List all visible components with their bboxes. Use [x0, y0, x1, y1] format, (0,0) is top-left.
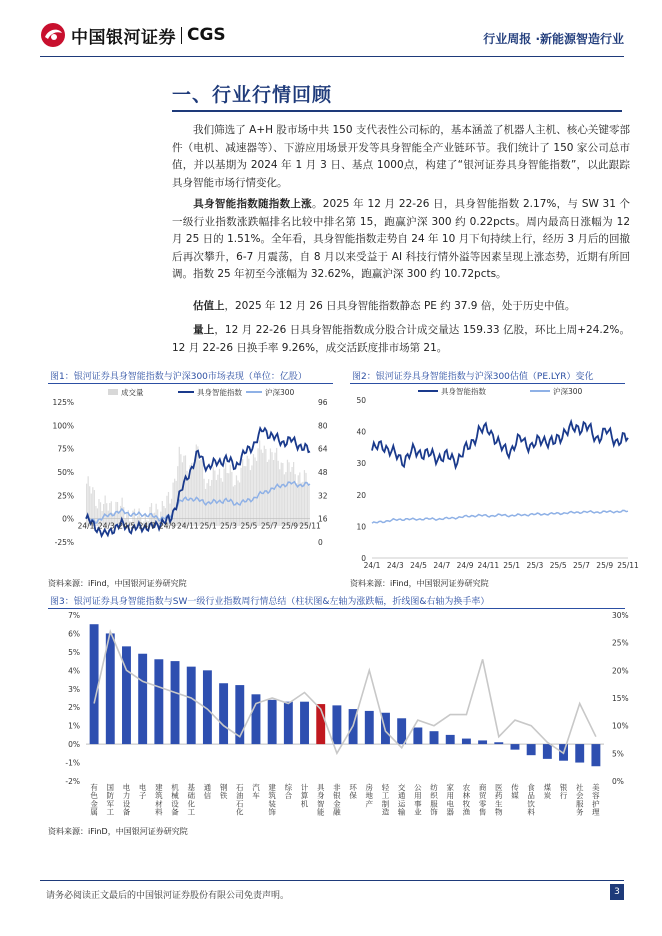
- volume-bar: [245, 466, 246, 526]
- category-label: 建筑装饰: [268, 783, 276, 817]
- volume-bar: [193, 469, 194, 526]
- volume-bar: [282, 463, 283, 526]
- y-tick: 0: [361, 554, 366, 563]
- volume-bar: [135, 519, 136, 526]
- series-line-hs300-pe: [372, 510, 628, 523]
- logo-text-cn: 中国银河证券: [71, 27, 176, 48]
- volume-bar: [254, 457, 255, 526]
- y-left-tick: 1%: [68, 721, 80, 731]
- y-right-tick: 15%: [612, 694, 629, 703]
- bar: [138, 654, 147, 744]
- paragraph-intro: [172, 122, 630, 192]
- volume-bar: [299, 472, 300, 526]
- legend-label: 成交量: [121, 388, 144, 397]
- category-label: 钢铁: [219, 783, 228, 801]
- x-tick: 24/1: [77, 521, 95, 531]
- x-tick: 25/11: [617, 561, 639, 570]
- x-tick: 25/1: [503, 561, 521, 570]
- x-tick: 25/1: [199, 521, 217, 531]
- volume-bar: [305, 473, 306, 526]
- y-right-tick: 80: [318, 421, 328, 431]
- volume-bar: [191, 463, 192, 526]
- y-right-tick: 25%: [612, 638, 629, 648]
- y-right-tick: 0%: [612, 777, 624, 786]
- volume-bar: [182, 462, 183, 526]
- y-tick: 20: [356, 490, 366, 500]
- y-right-tick: 5%: [612, 749, 624, 759]
- category-label: 社会服务: [575, 783, 584, 817]
- volume-bar: [308, 484, 309, 526]
- volume-bar: [217, 475, 218, 526]
- volume-bar: [197, 446, 198, 526]
- bar: [543, 744, 552, 759]
- paragraph-volume: [172, 322, 630, 357]
- bar: [478, 740, 487, 744]
- bar: [413, 728, 422, 745]
- y-left-tick: 0%: [68, 740, 80, 750]
- category-label: 医药生物: [495, 783, 503, 817]
- x-tick: 25/11: [299, 521, 321, 531]
- volume-bar: [253, 454, 254, 526]
- y-left-tick: 4%: [68, 666, 80, 676]
- category-label: 煤炭: [543, 783, 552, 801]
- volume-bar: [304, 470, 305, 526]
- legend-label: 具身智能指数: [441, 387, 486, 396]
- report-industry: ·新能源智造行业: [535, 32, 624, 46]
- volume-bar: [210, 486, 211, 526]
- figure-3-chart: [48, 609, 630, 821]
- figure-3-source: 资料来源：iFinD，中国银河证券研究院: [48, 827, 188, 836]
- y-left-tick: -1%: [65, 758, 80, 768]
- volume-bar: [256, 461, 257, 526]
- paragraph-lead: 具身智能指数随指数上涨: [193, 198, 312, 210]
- y-right-tick: 20%: [612, 666, 629, 676]
- volume-bar: [261, 450, 262, 526]
- category-label: 家用电器: [446, 783, 454, 817]
- category-label: 机械设备: [171, 783, 179, 817]
- y-right-tick: 30%: [612, 611, 629, 620]
- volume-bar: [233, 486, 234, 526]
- y-right-tick: 0: [318, 538, 323, 547]
- volume-bar: [199, 460, 200, 526]
- y-left-tick: 25%: [57, 491, 74, 501]
- volume-bar: [278, 461, 279, 526]
- volume-bar: [228, 473, 229, 526]
- volume-bar: [231, 472, 232, 526]
- company-logo: [40, 22, 226, 48]
- legend-label: 沪深300: [265, 388, 295, 397]
- bar: [365, 711, 374, 744]
- x-tick: 24/7: [138, 521, 156, 531]
- x-tick: 25/3: [220, 521, 237, 531]
- category-label: 综合: [284, 783, 293, 801]
- category-label: 计算机: [300, 783, 309, 809]
- category-label: 基础化工: [187, 783, 195, 817]
- volume-bar: [307, 485, 308, 526]
- report-type: 行业周报: [483, 32, 532, 46]
- bar: [397, 718, 406, 744]
- figure-2-title: 图2：银河证券具身智能指数与沪深300估值（PE.LYR）变化: [352, 372, 594, 382]
- volume-bar: [183, 456, 184, 526]
- category-label: 纺织服饰: [430, 783, 438, 817]
- y-right-tick: 32: [318, 491, 328, 501]
- paragraph-lead: 估值上: [193, 300, 225, 312]
- category-label: 有色金属: [90, 783, 98, 817]
- x-tick: 24/11: [177, 521, 199, 531]
- volume-bar: [290, 472, 291, 526]
- figure-1-source: 资料来源：iFind，中国银河证券研究院: [48, 579, 187, 588]
- category-label: 食品饮料: [527, 783, 535, 817]
- y-tick: 30: [356, 459, 366, 469]
- x-tick: 24/1: [363, 561, 381, 570]
- x-tick: 24/7: [433, 561, 451, 570]
- figure-2-source: 资料来源：iFind，中国银河证券研究院: [350, 579, 489, 588]
- category-label: 具身智能: [316, 783, 325, 817]
- category-label: 建筑材料: [155, 783, 163, 817]
- category-label: 轻工制造: [381, 783, 390, 817]
- volume-bar: [301, 483, 302, 526]
- volume-bar: [287, 460, 288, 526]
- category-label: 环保: [349, 783, 357, 801]
- volume-bar: [296, 483, 297, 526]
- legend-label: 沪深300: [553, 387, 583, 396]
- paragraph-text: ，2025 年 12 月 26 日具身智能指数静态 PE 约 37.9 倍，处于历史中值。: [224, 300, 576, 312]
- y-left-tick: -25%: [54, 538, 74, 547]
- header-divider: [40, 56, 624, 57]
- y-left-tick: 0%: [62, 514, 74, 524]
- category-label: 电子: [138, 783, 147, 801]
- bar: [268, 700, 277, 744]
- volume-bar: [225, 463, 226, 526]
- category-label: 公用事业: [414, 783, 422, 817]
- legend-swatch: [108, 389, 118, 395]
- x-tick: 24/9: [159, 521, 176, 531]
- page-header: [0, 0, 662, 60]
- volume-bar: [279, 469, 280, 526]
- category-label: 农林牧渔: [462, 783, 471, 817]
- y-right-tick: 48: [318, 468, 328, 477]
- figure-3-title: 图3：银河证券具身智能指数与SW一级行业指数周行情总结（柱状图&左轴为涨跌幅，折线图&右轴为换手率）: [50, 597, 490, 607]
- volume-bar: [230, 465, 231, 526]
- volume-bar: [273, 460, 274, 526]
- category-label: 房地产: [365, 783, 374, 809]
- x-tick: 24/5: [410, 561, 427, 570]
- bar: [171, 661, 180, 744]
- y-right-tick: 10%: [612, 721, 629, 731]
- y-left-tick: 3%: [68, 684, 80, 694]
- category-label: 银行: [559, 783, 568, 801]
- bar: [446, 735, 455, 744]
- bar: [154, 659, 163, 744]
- volume-bar: [264, 446, 265, 526]
- bar: [591, 744, 600, 766]
- volume-bar: [194, 460, 195, 526]
- x-tick: 25/7: [573, 561, 590, 570]
- category-label: 非银金融: [333, 783, 341, 817]
- x-tick: 24/9: [456, 561, 474, 570]
- y-left-tick: 2%: [68, 703, 80, 713]
- category-label: 石油石化: [236, 783, 244, 817]
- paragraph-text: ，12 月 22-26 日具身智能指数成分股合计成交量达 159.33 亿股，环比上周+24.2%。12 月 22-26 日换手率 9.26%，成交活跃度排市场第 21。: [172, 324, 631, 354]
- volume-bar: [247, 456, 248, 526]
- category-label: 传媒: [511, 783, 519, 801]
- bar: [90, 624, 99, 744]
- category-label: 电力设备: [122, 783, 131, 817]
- y-left-tick: 5%: [68, 647, 80, 657]
- x-tick: 25/9: [281, 521, 299, 531]
- category-label: 商贸零售: [478, 783, 487, 817]
- y-tick: 40: [356, 427, 366, 437]
- paragraph-intro-text: 我们筛选了 A+H 股市场中共 150 支代表性公司标的，基本涵盖了机器人主机、核心关键零部件（电机、减速器等）、下游应用场景开发等具身智能全产业链环节。我们统计了 150 家公司总市值，并以基期为 2024 年 1 月 3 日、基点 1000点，构建了“银河证券具身智能指数”，以此跟踪具身智能市场行情变化。: [172, 124, 630, 189]
- bar: [332, 705, 341, 744]
- figure-1-title: 图1：银河证券具身智能指数与沪深300市场表现（单位：亿股）: [50, 372, 307, 382]
- volume-bar: [288, 462, 289, 526]
- y-left-tick: 125%: [52, 398, 74, 407]
- bar: [511, 744, 520, 750]
- x-tick: 25/5: [240, 521, 258, 531]
- volume-bar: [248, 459, 249, 526]
- series-line-embodied-ai-pe: [372, 422, 628, 468]
- volume-bar: [86, 484, 87, 526]
- volume-bar: [259, 440, 260, 526]
- x-tick: 24/3: [386, 561, 404, 570]
- footer-divider: [40, 880, 624, 881]
- section-title: 一、行业行情回顾: [172, 84, 333, 106]
- y-tick: 10: [356, 522, 366, 532]
- report-category: [483, 30, 624, 47]
- paragraph-text: 。2025 年 12 月 22-26 日，具身智能指数 2.17%，与 SW 31 个一级行业指数涨跌幅排名比较中排名第 15，跑赢沪深 300 约 0.22pcts。周内最高日涨幅为 12 月 25 日的 1.51%。全年看，具身智能指数走势自 24 年 10 月下旬持续上行，经历 3 月后的回撤后再次攀升，6-7 月震荡，自 8 月以来受益于 AI 科技行情外溢等因素呈现上涨态势，近期有所回调。指数 25 年初至今涨幅为 32.62%，跑赢沪深 300 约 10.72pcts。: [172, 198, 630, 280]
- volume-bar: [285, 472, 286, 526]
- category-label: 国防军工: [106, 783, 115, 817]
- y-left-tick: 100%: [52, 421, 74, 431]
- volume-bar: [185, 455, 186, 526]
- x-tick: 25/9: [596, 561, 614, 570]
- volume-bar: [242, 459, 243, 526]
- x-tick: 25/7: [260, 521, 278, 531]
- volume-bar: [270, 448, 271, 526]
- volume-bar: [115, 502, 116, 526]
- bar: [462, 739, 471, 745]
- volume-bar: [173, 483, 174, 526]
- bar: [527, 744, 536, 755]
- x-tick: 25/5: [549, 561, 567, 570]
- logo-divider: [181, 27, 182, 44]
- volume-bar: [244, 466, 245, 526]
- volume-bar: [281, 463, 282, 526]
- figure-1-chart: [48, 384, 338, 574]
- footer-disclaimer: 请务必阅读正文最后的中国银河证券股份有限公司免责声明。: [46, 891, 290, 901]
- x-tick: 24/5: [118, 521, 136, 531]
- y-left-tick: 7%: [68, 611, 80, 620]
- volume-bar: [250, 470, 251, 526]
- logo-mark-icon: [40, 22, 66, 48]
- volume-bar: [223, 469, 224, 526]
- volume-bar: [205, 489, 206, 526]
- y-left-tick: 75%: [57, 444, 74, 454]
- paragraph-lead: 量上: [193, 324, 215, 336]
- category-label: 通信: [203, 783, 212, 801]
- paragraph-valuation: [172, 298, 630, 316]
- logo-text-en: CGS: [187, 25, 226, 45]
- y-left-tick: 6%: [68, 629, 80, 639]
- turnover-line: [94, 632, 596, 754]
- y-right-tick: 96: [318, 398, 328, 407]
- bar: [284, 702, 293, 744]
- category-label: 汽车: [252, 783, 260, 801]
- page-number: 3: [610, 884, 624, 900]
- bar: [494, 742, 503, 744]
- y-right-tick: 16: [318, 514, 328, 524]
- volume-bar: [251, 465, 252, 526]
- category-label: 美容护理: [592, 783, 600, 817]
- category-label: 交通运输: [397, 783, 406, 817]
- y-left-tick: 50%: [57, 468, 74, 477]
- volume-bar: [265, 449, 266, 526]
- y-right-tick: 64: [318, 444, 328, 454]
- y-left-tick: -2%: [65, 777, 80, 786]
- volume-bar: [293, 462, 294, 526]
- volume-bar: [214, 470, 215, 526]
- paragraph-index-performance: [172, 196, 630, 284]
- volume-bar: [240, 468, 241, 526]
- bar: [106, 633, 115, 744]
- volume-bar: [302, 482, 303, 526]
- volume-bar: [179, 447, 180, 526]
- legend-label: 具身智能指数: [197, 388, 242, 397]
- x-tick: 24/11: [477, 561, 500, 570]
- volume-bar: [200, 459, 201, 526]
- y-tick: 50: [356, 396, 366, 405]
- volume-bar: [291, 467, 292, 526]
- bar: [187, 667, 196, 744]
- bar: [219, 683, 228, 744]
- volume-bar: [257, 448, 258, 526]
- bar: [575, 744, 584, 762]
- x-tick: 24/3: [97, 521, 115, 531]
- section-underline: [172, 110, 622, 112]
- volume-bar: [284, 474, 285, 526]
- volume-bar: [213, 467, 214, 526]
- volume-bar: [262, 453, 263, 526]
- volume-bar: [219, 469, 220, 526]
- figure-2-chart: [350, 384, 639, 574]
- volume-bar: [202, 461, 203, 526]
- bar: [430, 731, 439, 744]
- x-tick: 25/3: [526, 561, 544, 570]
- bar: [300, 702, 309, 744]
